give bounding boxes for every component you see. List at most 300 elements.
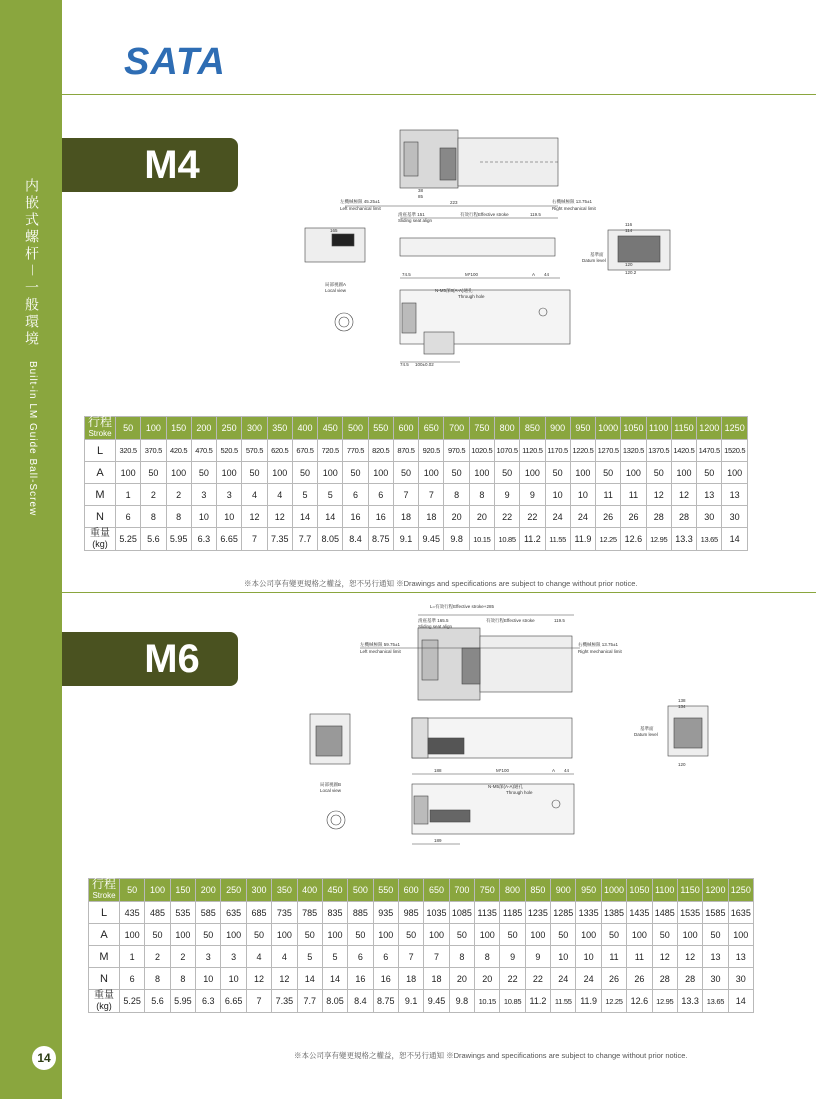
table-cell: 1235 [525,902,550,924]
table-cell: 12.95 [652,990,677,1013]
stroke-value: 300 [246,879,271,902]
stroke-value: 400 [297,879,322,902]
table-cell: 1 [116,484,141,506]
table-cell: 28 [646,506,671,528]
table-cell: 9 [494,484,519,506]
m6-datum: 基準面 [640,726,654,731]
model-tab-m4: M4 [62,138,238,192]
stroke-value: 1000 [601,879,626,902]
stroke-value: 50 [116,417,141,440]
row-label: L [89,902,120,924]
m4-effective-stroke: 有效行程Effective stroke [460,212,509,217]
table-header-row [85,417,748,440]
table-cell: 3 [196,946,221,968]
stroke-value: 750 [475,879,500,902]
table-cell: 8.4 [348,990,373,1013]
m6-total-length: L=有效行程Effective stroke+285 [430,604,494,609]
table-cell: 100 [520,462,545,484]
m4-left-limit-en: Left mechanical limit [340,206,381,211]
m4-dim-14: 100±0.02 [415,362,434,367]
stroke-value: 1000 [596,417,621,440]
table-cell: 50 [246,924,271,946]
row-label: A [85,462,116,484]
table-cell: 50 [545,462,570,484]
stroke-value: 1250 [728,879,753,902]
table-cell: 835 [322,902,347,924]
m4-slide-seat-en: Sliding seat align [398,218,433,223]
table-cell: 1135 [475,902,500,924]
table-cell: 12.6 [627,990,652,1013]
table-cell: 470.5 [191,440,216,462]
table-cell: 100 [475,924,500,946]
table-cell: 1420.5 [671,440,696,462]
table-cell: 10 [570,484,595,506]
table-cell: 24 [551,968,576,990]
table-cell: 9.1 [398,990,423,1013]
table-cell: 1120.5 [520,440,545,462]
table-cell: 28 [652,968,677,990]
table-cell: 1170.5 [545,440,570,462]
table-cell: 30 [728,968,753,990]
table-cell: 2 [166,484,191,506]
table-cell: 420.5 [166,440,191,462]
table-cell: 720.5 [318,440,343,462]
table-cell: 24 [545,506,570,528]
table-cell: 11.9 [576,990,601,1013]
table-cell: 1470.5 [697,440,722,462]
table-cell: 1435 [627,902,652,924]
table-cell: 12 [671,484,696,506]
m4-dim-8: 120.2 [625,270,637,275]
table-cell: 11.55 [545,528,570,551]
m4-dim-7: 120 [625,262,633,267]
table-cell: 100 [221,924,246,946]
table-cell: 435 [120,902,145,924]
table-cell: 1070.5 [494,440,519,462]
table-cell: 11.2 [520,528,545,551]
m6-dim-6: 120 [678,762,686,767]
stroke-value: 800 [494,417,519,440]
table-cell: 10 [545,484,570,506]
table-cell: 100 [570,462,595,484]
table-cell: 8 [469,484,494,506]
table-cell: 6 [373,946,398,968]
stroke-value: 850 [520,417,545,440]
table-cell: 8.75 [368,528,393,551]
stroke-value: 1200 [697,417,722,440]
table-cell: 1335 [576,902,601,924]
table-cell: 50 [343,462,368,484]
table-cell: 820.5 [368,440,393,462]
stroke-value: 550 [368,417,393,440]
table-cell: 7 [246,990,271,1013]
stroke-value: 250 [217,417,242,440]
stroke-value: 1050 [621,417,646,440]
table-cell: 920.5 [419,440,444,462]
table-cell: 11.55 [551,990,576,1013]
row-label: M [85,484,116,506]
table-cell: 13 [728,946,753,968]
stroke-value: 150 [166,417,191,440]
table-row [89,968,754,990]
stroke-value: 600 [398,879,423,902]
m4-through-hole: N-M5深8(A-A)通孔 [435,288,473,293]
stroke-value: 1050 [627,879,652,902]
row-label: N [85,506,116,528]
table-cell: 5.6 [145,990,170,1013]
table-row [85,440,748,462]
sata-logo [124,40,240,80]
table-cell: 50 [292,462,317,484]
table-cell: 14 [297,968,322,990]
table-cell: 14 [322,968,347,990]
table-row [85,484,748,506]
stroke-value: 850 [525,879,550,902]
stroke-header-en: Stroke [92,891,116,900]
table-cell: 7 [424,946,449,968]
table-cell: 8.05 [322,990,347,1013]
table-cell: 100 [722,462,748,484]
m4-dim-5: 116 [625,222,633,227]
table-row [89,990,754,1013]
table-cell: 14 [292,506,317,528]
table-cell: 10 [217,506,242,528]
table-cell: 22 [520,506,545,528]
table-cell: 7 [419,484,444,506]
table-cell: 3 [217,484,242,506]
table-cell: 1520.5 [722,440,748,462]
table-cell: 26 [596,506,621,528]
m6-slide-seat-en: Sliding seat align [418,624,453,629]
table-cell: 5.95 [170,990,195,1013]
m6-dim-4: 138 [678,698,686,703]
table-cell: 100 [469,462,494,484]
table-cell: 1185 [500,902,525,924]
m4-datum: 基準面 [590,252,604,257]
m6-through-hole-en: Through hole [506,790,533,795]
table-cell: 8 [444,484,469,506]
stroke-value: 700 [449,879,474,902]
table-cell: 50 [601,924,626,946]
m6-spec-table [88,878,754,1013]
table-cell: 10 [576,946,601,968]
table-cell: 1585 [703,902,728,924]
table-cell: 6 [116,506,141,528]
stroke-header [85,417,116,440]
m6-left-limit-en: Left mechanical limit [360,649,401,654]
stroke-value: 500 [348,879,373,902]
table-cell: 5 [297,946,322,968]
table-cell: 50 [348,924,373,946]
stroke-value: 1150 [671,417,696,440]
table-cell: 620.5 [267,440,292,462]
m4-dim-0: 165 [330,228,338,233]
m4-spec-table [84,416,748,551]
table-cell: 22 [525,968,550,990]
sidebar-title [22,178,42,516]
stroke-value: 700 [444,417,469,440]
table-cell: 2 [141,484,166,506]
table-cell: 11 [627,946,652,968]
table-cell: 685 [246,902,271,924]
table-cell: 10 [191,506,216,528]
table-cell: 12 [246,968,271,990]
table-cell: 14 [728,990,753,1013]
table-cell: 100 [318,462,343,484]
table-cell: 10.15 [469,528,494,551]
table-cell: 5.95 [166,528,191,551]
logo-text: SATA [124,41,226,80]
table-cell: 6 [120,968,145,990]
table-cell: 100 [272,924,297,946]
table-cell: 8 [166,506,191,528]
table-cell: 1285 [551,902,576,924]
table-cell: 100 [424,924,449,946]
table-cell: 11.9 [570,528,595,551]
table-cell: 9.8 [444,528,469,551]
table-cell: 9.1 [393,528,418,551]
sidebar-title-en: Built-in LM Guide Ball-Screw [27,360,38,516]
stroke-value: 1150 [677,879,702,902]
m6-notice: ※本公司享有變更規格之權益，恕不另行通知 ※Drawings and specifications are subject to change without prior notice. [294,1051,688,1060]
table-cell: 12.25 [596,528,621,551]
table-cell: 1085 [449,902,474,924]
m4-notice: ※本公司享有變更規格之權益，恕不另行通知 ※Drawings and specifications are subject to change without prior notice. [244,579,638,588]
table-cell: 6 [368,484,393,506]
table-cell: 1535 [677,902,702,924]
table-cell: 100 [170,924,195,946]
table-cell: 50 [191,462,216,484]
page-number: 14 [32,1046,56,1070]
m6-datum-en: Datum level [634,732,658,737]
table-cell: 50 [697,462,722,484]
stroke-value: 750 [469,417,494,440]
table-cell: 8 [170,968,195,990]
sidebar [0,0,62,1099]
m4-dim-2: M*100 [465,272,479,277]
stroke-value: 250 [221,879,246,902]
table-cell: 1370.5 [646,440,671,462]
table-row [85,528,748,551]
table-cell: 7.7 [292,528,317,551]
m4-drawing [300,118,680,373]
table-cell: 5 [318,484,343,506]
table-cell: 12 [242,506,267,528]
table-cell: 11 [596,484,621,506]
stroke-value: 550 [373,879,398,902]
m6-local-view-circle [327,811,345,829]
m4-right-limit: 右機械極限 13.75±1 [552,199,592,204]
table-cell: 7.7 [297,990,322,1013]
table-cell: 16 [373,968,398,990]
table-cell: 1385 [601,902,626,924]
table-cell: 7 [398,946,423,968]
table-cell: 370.5 [141,440,166,462]
table-cell: 50 [449,924,474,946]
table-cell: 50 [551,924,576,946]
stroke-value: 900 [545,417,570,440]
stroke-value: 1100 [646,417,671,440]
stroke-value: 450 [318,417,343,440]
stroke-header [89,879,120,902]
table-cell: 100 [217,462,242,484]
m6-dim-3: 44 [564,768,570,773]
header-divider [62,94,816,95]
stroke-value: 950 [570,417,595,440]
table-cell: 8.05 [318,528,343,551]
table-cell: 4 [272,946,297,968]
table-cell: 14 [722,528,748,551]
table-cell: 3 [191,484,216,506]
table-cell: 3 [221,946,246,968]
table-cell: 13.3 [671,528,696,551]
table-cell: 100 [621,462,646,484]
stroke-value: 900 [551,879,576,902]
table-cell: 9 [520,484,545,506]
table-cell: 20 [469,506,494,528]
table-cell: 585 [196,902,221,924]
table-cell: 13 [697,484,722,506]
table-cell: 100 [368,462,393,484]
stroke-value: 200 [196,879,221,902]
table-cell: 26 [621,506,646,528]
table-cell: 10.15 [475,990,500,1013]
table-cell: 16 [343,506,368,528]
table-cell: 5.6 [141,528,166,551]
table-cell: 16 [368,506,393,528]
table-cell: 13 [703,946,728,968]
row-label: L [85,440,116,462]
table-cell: 4 [246,946,271,968]
stroke-value: 100 [141,417,166,440]
weight-label-cn: 重量 [94,990,114,1001]
m6-right-limit-en: Right mechanical limit [578,649,622,654]
table-cell: 320.5 [116,440,141,462]
m6-slide-seat: 滑座基準 165.5 [418,618,449,623]
m4-left-limit: 左機械極限 45.25±1 [340,199,380,204]
weight-label-en: (kg) [92,539,108,549]
table-cell: 6.65 [217,528,242,551]
stroke-value: 950 [576,879,601,902]
stroke-value: 1250 [722,417,748,440]
table-cell: 100 [116,462,141,484]
table-cell: 50 [145,924,170,946]
weight-label-en: (kg) [96,1001,112,1011]
table-cell: 11.2 [525,990,550,1013]
table-header-row [89,879,754,902]
table-cell: 18 [393,506,418,528]
table-cell: 9.8 [449,990,474,1013]
table-cell: 1220.5 [570,440,595,462]
table-cell: 535 [170,902,195,924]
table-cell: 100 [267,462,292,484]
table-cell: 1270.5 [596,440,621,462]
m6-local-view-en: Local view [320,788,342,793]
table-cell: 970.5 [444,440,469,462]
stroke-value: 500 [343,417,368,440]
table-cell: 785 [297,902,322,924]
table-cell: 935 [373,902,398,924]
table-cell: 6.65 [221,990,246,1013]
table-cell: 20 [444,506,469,528]
table-cell: 12 [646,484,671,506]
table-cell: 4 [242,484,267,506]
sidebar-title-cn: 内嵌式螺杆－一般環境 [24,178,40,348]
row-label: N [89,968,120,990]
stroke-value: 1200 [703,879,728,902]
table-cell: 10.85 [500,990,525,1013]
table-cell: 50 [398,924,423,946]
table-cell: 13.65 [703,990,728,1013]
table-row [89,946,754,968]
stroke-value: 800 [500,879,525,902]
table-cell: 7.35 [272,990,297,1013]
m4-right-limit-en: Right mechanical limit [552,206,596,211]
stroke-value: 350 [267,417,292,440]
table-cell: 50 [444,462,469,484]
row-label: M [89,946,120,968]
row-label-weight [85,528,116,551]
table-cell: 9 [500,946,525,968]
m4-dim-1: 74.5 [402,272,411,277]
stroke-header-cn: 行程 [91,877,116,891]
table-cell: 570.5 [242,440,267,462]
table-cell: 100 [120,924,145,946]
table-cell: 1020.5 [469,440,494,462]
table-cell: 9.45 [424,990,449,1013]
table-cell: 11 [621,484,646,506]
table-cell: 5 [322,946,347,968]
m6-left-limit: 左機械極限 59.75±1 [360,642,400,647]
m4-dim-3: A [532,272,536,277]
table-cell: 1320.5 [621,440,646,462]
m6-dim-0: 188 [434,768,442,773]
table-cell: 100 [671,462,696,484]
table-cell: 50 [242,462,267,484]
m6-bottom-view [412,784,574,834]
table-cell: 100 [166,462,191,484]
table-cell: 6 [343,484,368,506]
table-cell: 12 [677,946,702,968]
table-cell: 4 [267,484,292,506]
m6-dim-8: 119.5 [554,618,565,623]
m6-dim-2: A [552,768,556,773]
table-cell: 6 [348,946,373,968]
table-cell: 13.3 [677,990,702,1013]
table-cell: 50 [596,462,621,484]
stroke-header-en: Stroke [88,429,112,438]
stroke-value: 100 [145,879,170,902]
table-cell: 2 [145,946,170,968]
table-cell: 100 [576,924,601,946]
stroke-value: 650 [419,417,444,440]
table-cell: 100 [525,924,550,946]
table-cell: 20 [475,968,500,990]
table-cell: 30 [722,506,748,528]
table-cell: 100 [322,924,347,946]
table-cell: 635 [221,902,246,924]
table-cell: 11 [601,946,626,968]
table-cell: 8.75 [373,990,398,1013]
table-cell: 1635 [728,902,753,924]
table-cell: 12 [267,506,292,528]
table-cell: 8 [141,506,166,528]
table-cell: 50 [196,924,221,946]
table-cell: 12.95 [646,528,671,551]
table-cell: 24 [576,968,601,990]
weight-label-cn: 重量 [90,528,110,539]
table-cell: 9 [525,946,550,968]
